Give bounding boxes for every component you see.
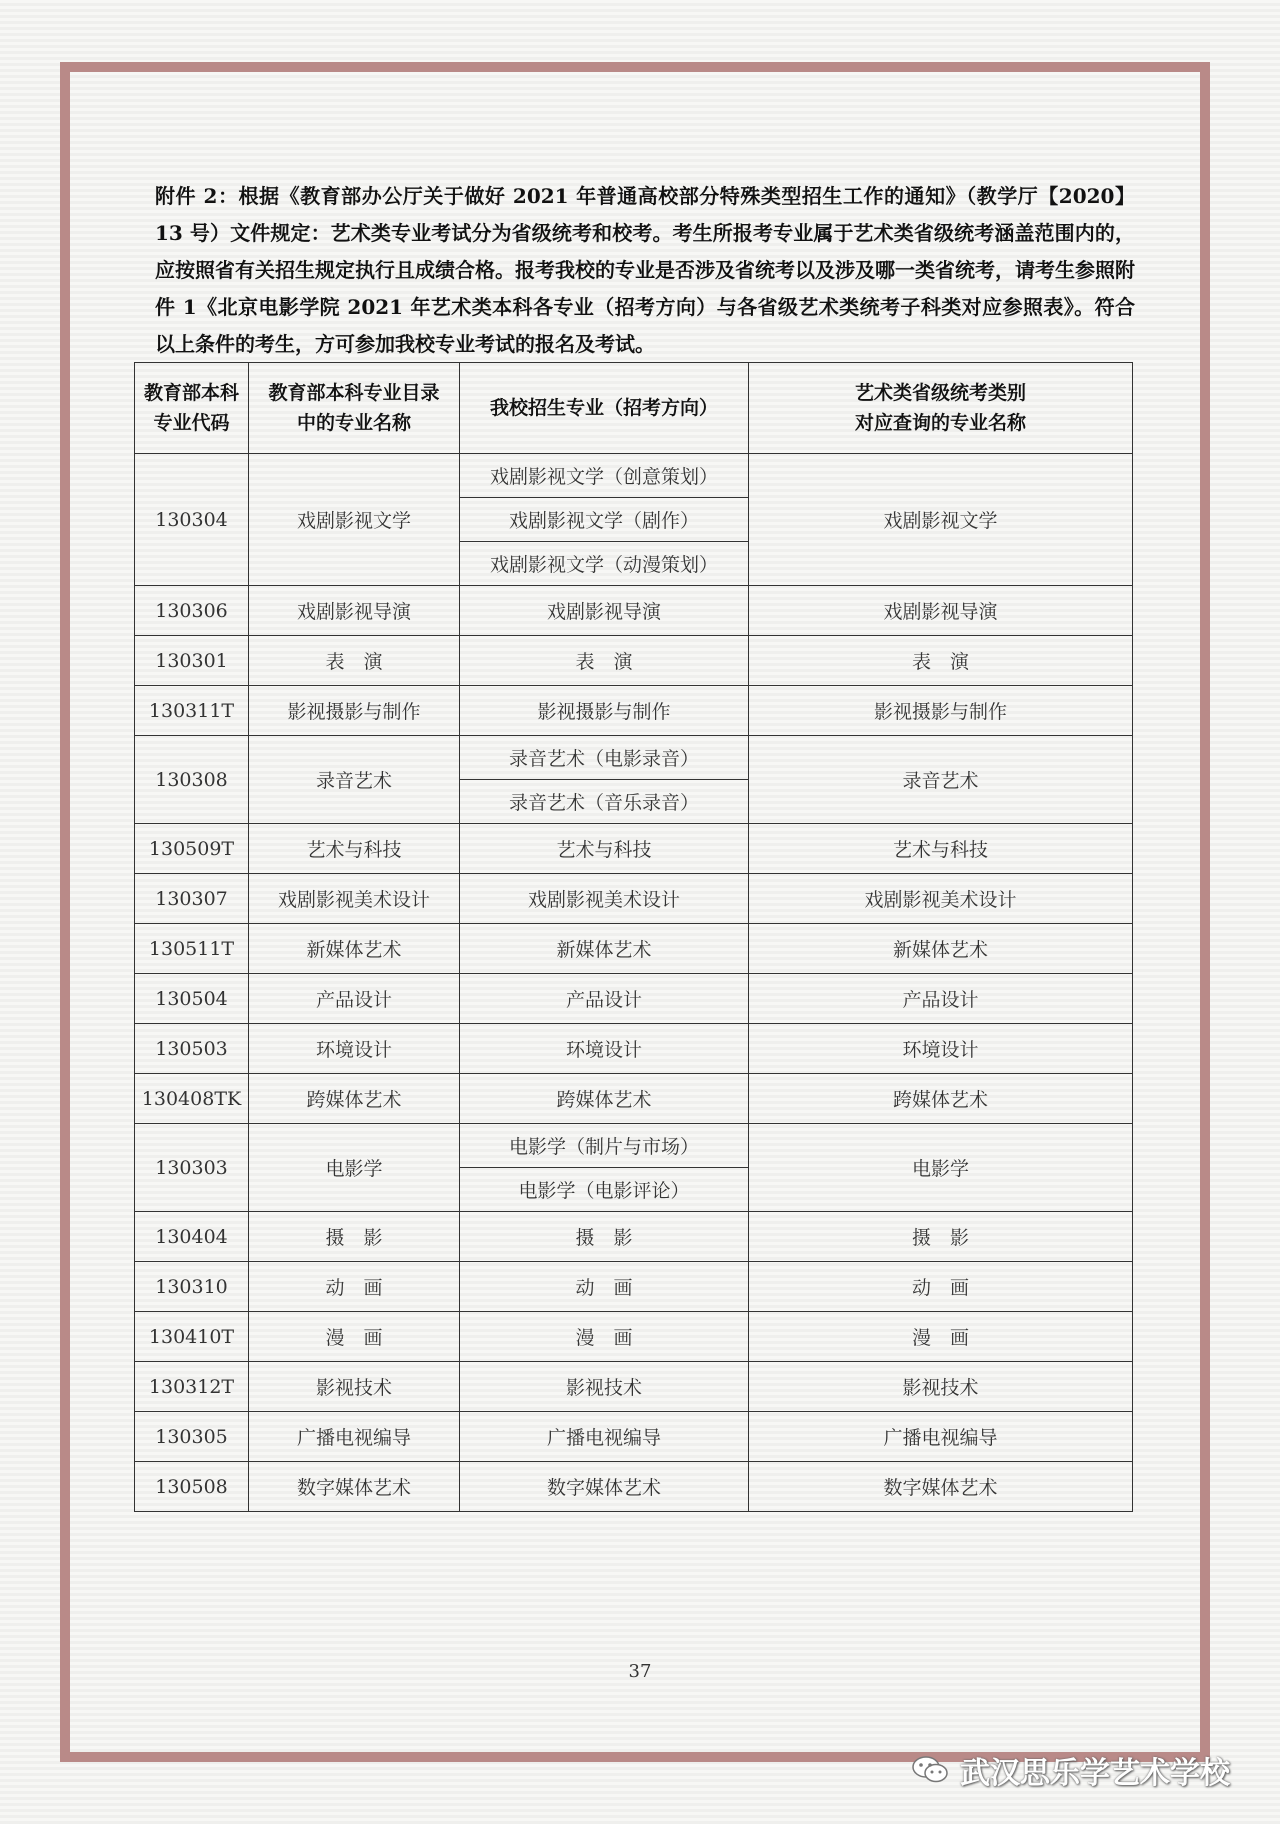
major-code-cell: 130312T [135,1362,249,1412]
exam-category-cell: 戏剧影视美术设计 [749,874,1133,924]
direction-cell: 动 画 [460,1262,749,1312]
watermark-text: 武汉思乐学艺术学校 [960,1756,1230,1791]
catalog-name-cell: 动 画 [249,1262,460,1312]
catalog-name-cell: 影视技术 [249,1362,460,1412]
catalog-name-cell: 跨媒体艺术 [249,1074,460,1124]
direction-cell: 戏剧影视文学（动漫策划） [460,542,749,586]
major-code-cell: 130408TK [135,1074,249,1124]
direction-cell: 表 演 [460,636,749,686]
exam-category-cell: 环境设计 [749,1024,1133,1074]
table-row [135,874,1133,924]
major-code-cell: 130301 [135,636,249,686]
catalog-name-cell: 影视摄影与制作 [249,686,460,736]
table-row [135,454,1133,498]
wechat-icon [910,1754,950,1786]
exam-category-cell: 戏剧影视文学 [749,454,1133,586]
direction-cell: 广播电视编导 [460,1412,749,1462]
exam-category-cell: 新媒体艺术 [749,924,1133,974]
major-code-cell: 130310 [135,1262,249,1312]
table-row [135,1412,1133,1462]
header-catalog-name: 教育部本科专业目录 中的专业名称 [249,363,460,454]
watermark [910,1750,1230,1790]
catalog-name-cell: 电影学 [249,1124,460,1212]
direction-cell: 产品设计 [460,974,749,1024]
header-exam-category: 艺术类省级统考类别 对应查询的专业名称 [749,363,1133,454]
major-code-cell: 130306 [135,586,249,636]
table-row [135,1262,1133,1312]
exam-category-cell: 跨媒体艺术 [749,1074,1133,1124]
exam-category-cell: 影视技术 [749,1362,1133,1412]
exam-category-cell: 表 演 [749,636,1133,686]
direction-cell: 影视技术 [460,1362,749,1412]
major-code-cell: 130303 [135,1124,249,1212]
catalog-name-cell: 环境设计 [249,1024,460,1074]
catalog-name-cell: 漫 画 [249,1312,460,1362]
catalog-name-cell: 产品设计 [249,974,460,1024]
page-number: 37 [628,1661,652,1682]
direction-cell: 电影学（电影评论） [460,1168,749,1212]
table-header-row [135,363,1133,454]
exam-category-cell: 摄 影 [749,1212,1133,1262]
exam-category-cell: 动 画 [749,1262,1133,1312]
direction-cell: 戏剧影视美术设计 [460,874,749,924]
direction-cell: 摄 影 [460,1212,749,1262]
catalog-name-cell: 艺术与科技 [249,824,460,874]
table-row [135,1362,1133,1412]
major-code-cell: 130509T [135,824,249,874]
intro-paragraph: 附件 2：根据《教育部办公厅关于做好 2021 年普通高校部分特殊类型招生工作的通知》（教学厅【2020】13 号）文件规定：艺术类专业考试分为省级统考和校考。考生所报考专业属于艺术类省级统考涵盖范围内的，应按照省有关招生规定执行且成绩合格。报考我校的专业是否涉及省统考以及涉及哪一类省统考，请考生参照附件 1《北京电影学院 2021 年艺术类本科各专业（招考方向）与各省级艺术类统考子科类对应参照表》。符合以上条件的考生，方可参加我校专业考试的报名及考试。 [155,184,1135,356]
direction-cell: 录音艺术（音乐录音） [460,780,749,824]
direction-cell: 数字媒体艺术 [460,1462,749,1512]
direction-cell: 艺术与科技 [460,824,749,874]
catalog-name-cell: 表 演 [249,636,460,686]
table-row [135,1124,1133,1168]
direction-cell: 新媒体艺术 [460,924,749,974]
major-code-cell: 130410T [135,1312,249,1362]
table-row [135,586,1133,636]
major-code-cell: 130511T [135,924,249,974]
major-code-cell: 130307 [135,874,249,924]
table-row [135,974,1133,1024]
catalog-name-cell: 录音艺术 [249,736,460,824]
table-row [135,824,1133,874]
direction-cell: 电影学（制片与市场） [460,1124,749,1168]
direction-cell: 影视摄影与制作 [460,686,749,736]
major-code-cell: 130311T [135,686,249,736]
major-code-cell: 130308 [135,736,249,824]
major-code-cell: 130304 [135,454,249,586]
catalog-name-cell: 戏剧影视美术设计 [249,874,460,924]
table-body [135,454,1133,1512]
table-row [135,686,1133,736]
major-code-cell: 130404 [135,1212,249,1262]
catalog-name-cell: 摄 影 [249,1212,460,1262]
catalog-name-cell: 新媒体艺术 [249,924,460,974]
exam-category-cell: 产品设计 [749,974,1133,1024]
header-direction: 我校招生专业（招考方向） [460,363,749,454]
major-code-cell: 130508 [135,1462,249,1512]
exam-category-cell: 数字媒体艺术 [749,1462,1133,1512]
direction-cell: 录音艺术（电影录音） [460,736,749,780]
table-row [135,1462,1133,1512]
major-code-cell: 130504 [135,974,249,1024]
major-code-cell: 130503 [135,1024,249,1074]
catalog-name-cell: 戏剧影视导演 [249,586,460,636]
exam-category-cell: 录音艺术 [749,736,1133,824]
major-code-cell: 130305 [135,1412,249,1462]
table-row [135,1312,1133,1362]
direction-cell: 戏剧影视文学（剧作） [460,498,749,542]
exam-category-cell: 电影学 [749,1124,1133,1212]
catalog-name-cell: 数字媒体艺术 [249,1462,460,1512]
exam-category-cell: 戏剧影视导演 [749,586,1133,636]
catalog-name-cell: 广播电视编导 [249,1412,460,1462]
direction-cell: 环境设计 [460,1024,749,1074]
exam-category-cell: 广播电视编导 [749,1412,1133,1462]
header-code: 教育部本科 专业代码 [135,363,249,454]
table-row [135,924,1133,974]
table-row [135,1074,1133,1124]
exam-category-cell: 艺术与科技 [749,824,1133,874]
catalog-name-cell: 戏剧影视文学 [249,454,460,586]
exam-category-cell: 影视摄影与制作 [749,686,1133,736]
majors-table [134,362,1133,1512]
table-row [135,636,1133,686]
exam-category-cell: 漫 画 [749,1312,1133,1362]
direction-cell: 戏剧影视文学（创意策划） [460,454,749,498]
direction-cell: 戏剧影视导演 [460,586,749,636]
direction-cell: 跨媒体艺术 [460,1074,749,1124]
table-row [135,1212,1133,1262]
table-row [135,736,1133,780]
table-row [135,1024,1133,1074]
direction-cell: 漫 画 [460,1312,749,1362]
